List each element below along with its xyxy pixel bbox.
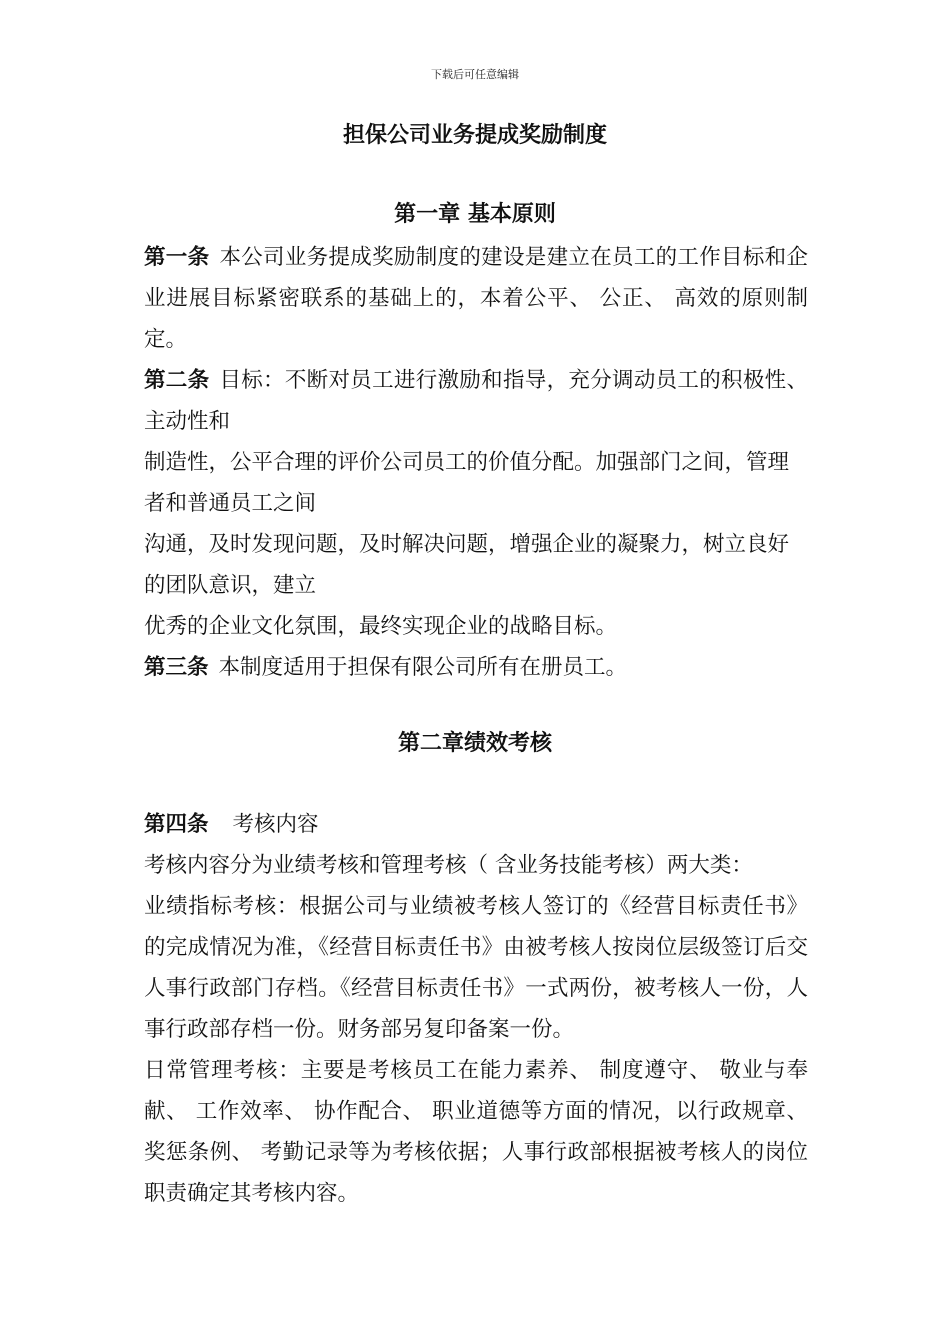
article-4-label: 第四条 [144, 812, 209, 837]
article-4-intro: 考核内容分为业绩考核和管理考核（ 含业务技能考核）两大类： [144, 853, 753, 878]
article-1-label: 第一条 [144, 245, 210, 270]
chapter-1-title: 第一章 基本原则 [394, 202, 556, 227]
article-4-heading-text: 考核内容 [232, 812, 319, 837]
article-2-line-4: 优秀的企业文化氛围，最终实现企业的战略目标。 [144, 614, 618, 639]
chapter-2-title: 第二章绩效考核 [397, 731, 552, 756]
article-3 [144, 647, 808, 688]
chapter-1-body [144, 237, 808, 688]
document-title: 担保公司业务提成奖励制度 [342, 123, 607, 148]
article-2-text-1: 目标：不断对员工进行激励和指导，充分调动员工的积极性、 主动性和 [144, 368, 808, 434]
article-1-text: 本公司业务提成奖励制度的建设是建立在员工的工作目标和企业进展目标紧密联系的基础上的，本着公平、 公正、 高效的原则制定。 [144, 245, 808, 352]
article-3-label: 第三条 [144, 655, 209, 680]
article-3-text: 本制度适用于担保有限公司所有在册员工。 [218, 655, 628, 680]
article-1 [144, 237, 808, 360]
article-2-line-2: 制造性，公平合理的评价公司员工的价值分配。加强部门之间，管理者和普通员工之间 [144, 450, 790, 516]
article-2-line-3: 沟通，及时发现问题，及时解决问题，增强企业的凝聚力，树立良好的团队意识，建立 [144, 532, 790, 598]
chapter-2-body [144, 804, 808, 1214]
management-assessment: 日常管理考核：主要是考核员工在能力素养、 制度遵守、 敬业与奉献、 工作效率、 协作配合、 职业道德等方面的情况，以行政规章、 奖惩条例、 考勤记录等为考核依据；人事行政部根据被考核人的岗位职责确定其考核内容。 [144, 1058, 808, 1206]
performance-assessment: 业绩指标考核：根据公司与业绩被考核人签订的《经营目标责任书》的完成情况为准，《经营目标责任书》由被考核人按岗位层级签订后交人事行政部门存档。《经营目标责任书》一式两份，被考核人一份，人事行政部存档一份。财务部另复印备案一份。 [144, 894, 808, 1042]
header-note: 下载后可任意编辑 [431, 68, 519, 81]
article-4-heading [144, 804, 808, 845]
article-2-line-1 [144, 360, 808, 442]
article-2-label: 第二条 [144, 368, 210, 393]
